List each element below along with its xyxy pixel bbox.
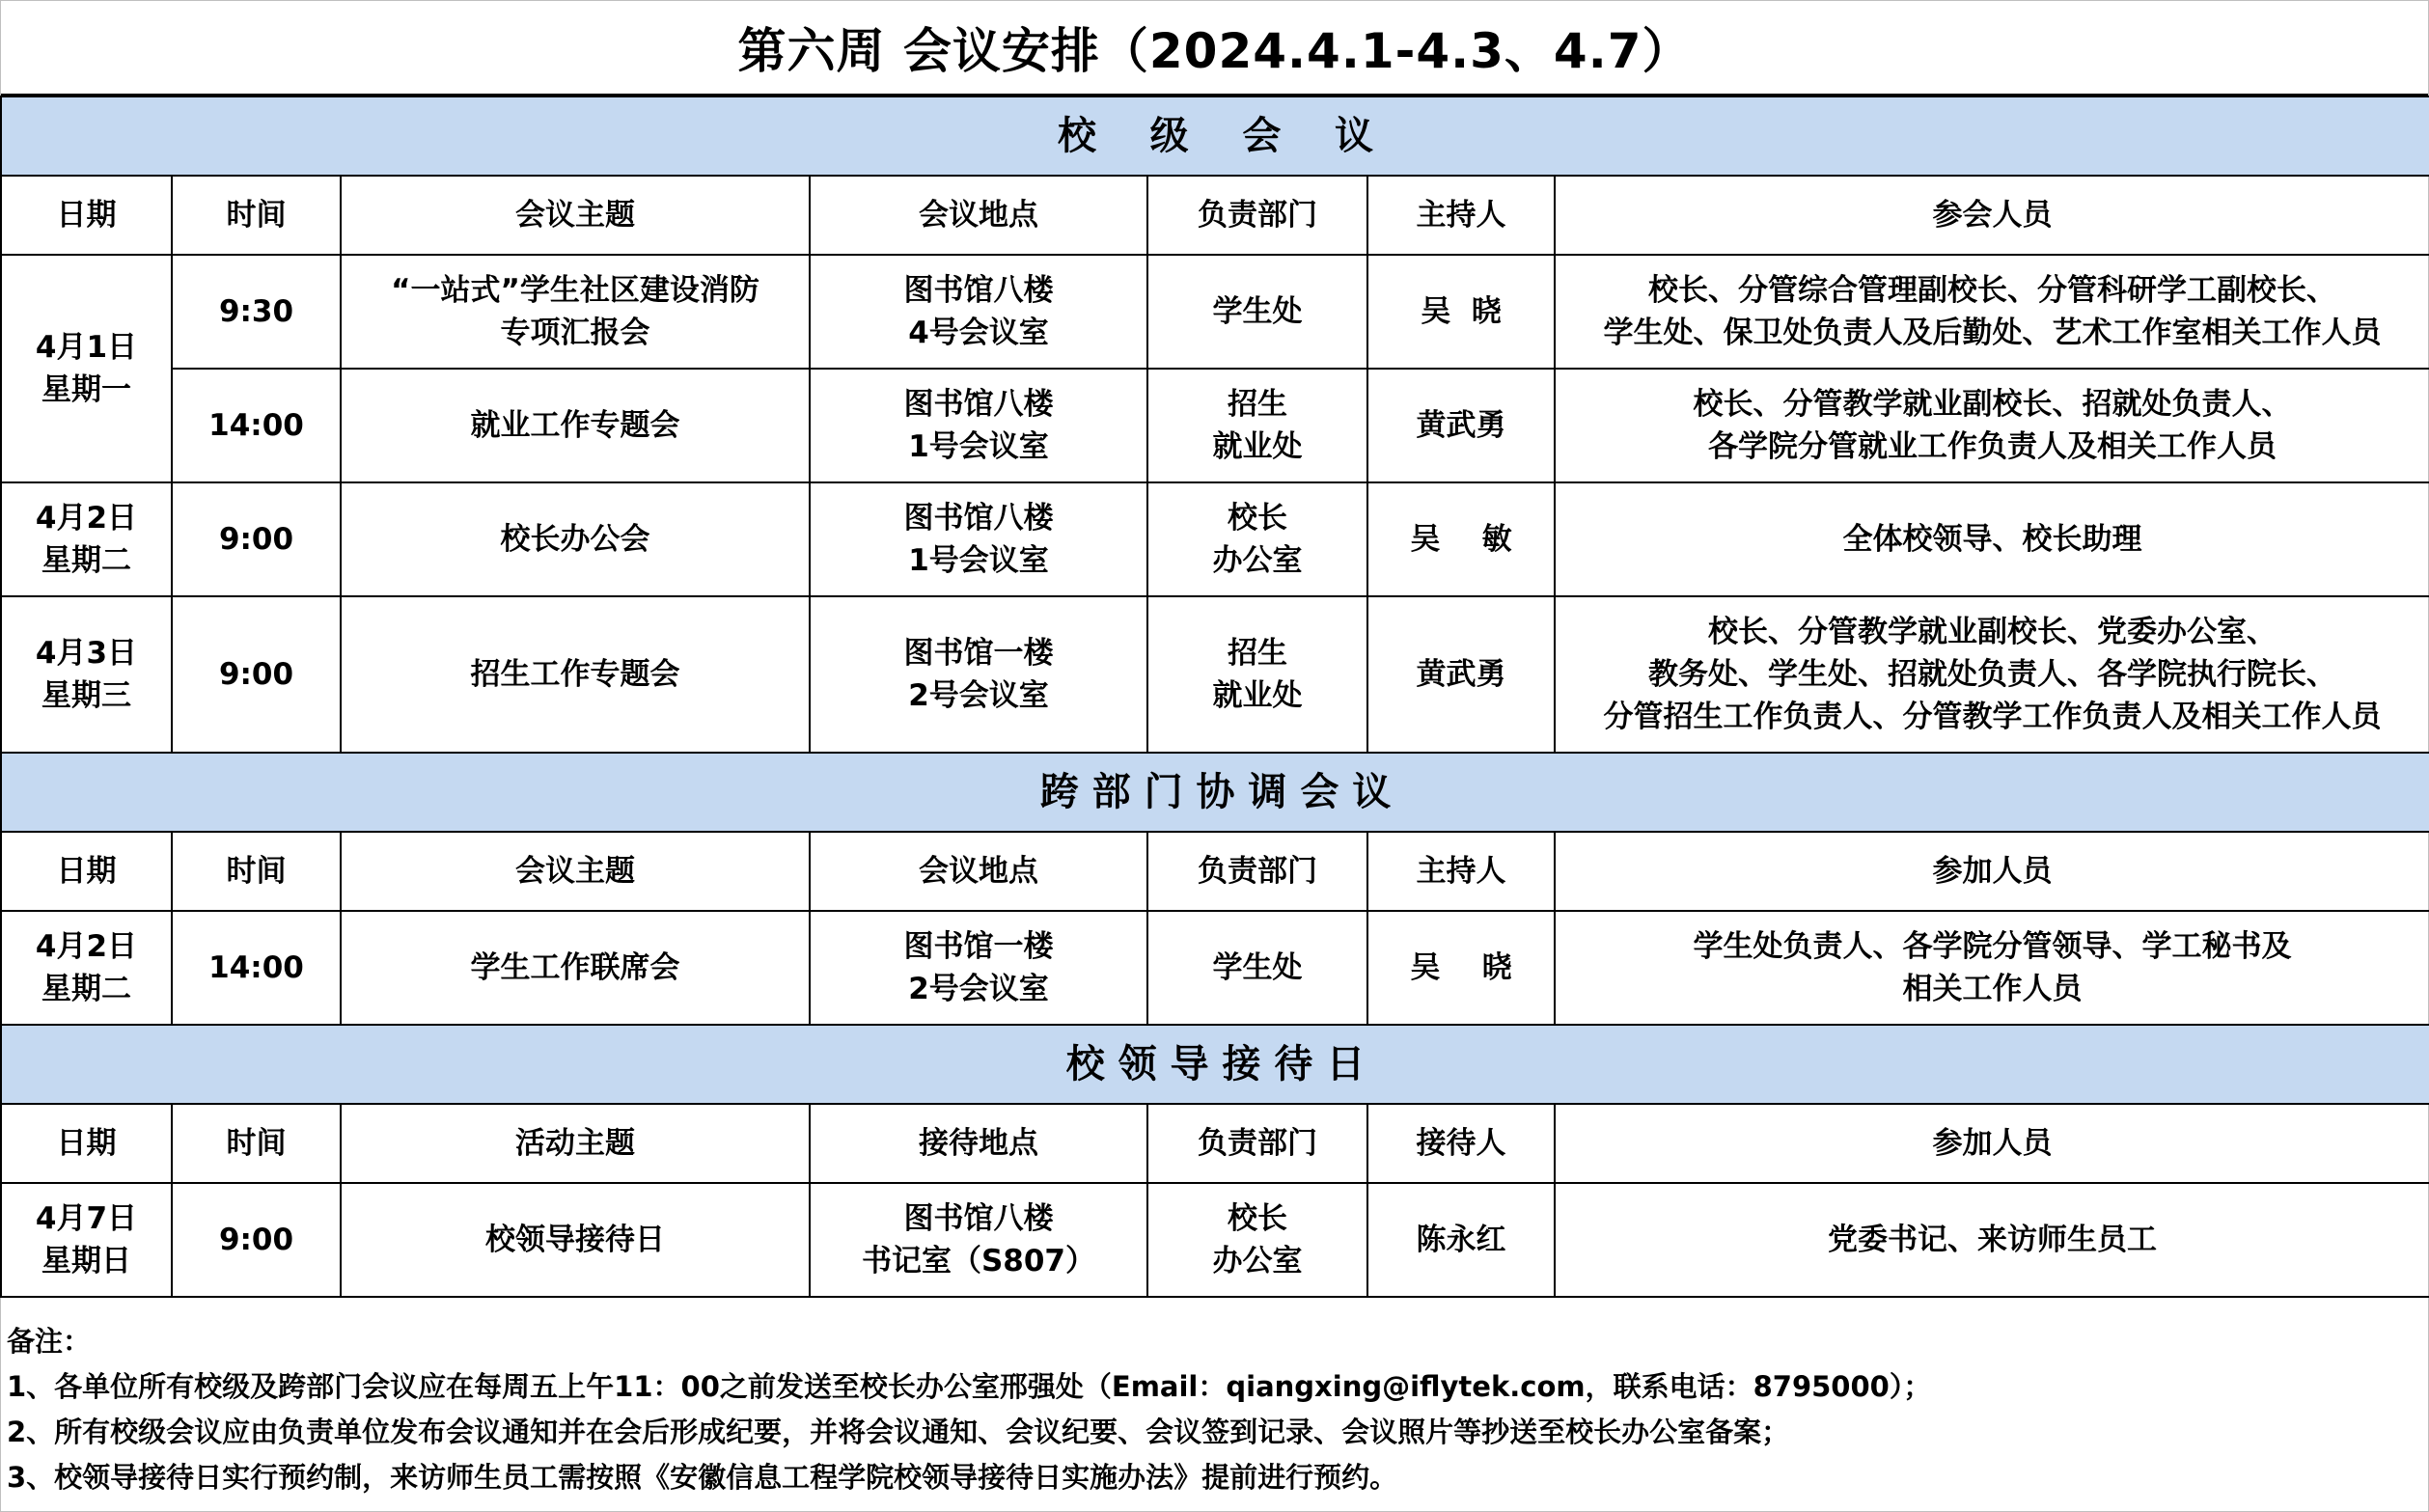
- attendees-line: 相关工作人员: [1902, 972, 2083, 1006]
- host-cell: 吴 晓: [1367, 911, 1555, 1025]
- note-item: 3、校领导接待日实行预约制，来访师生员工需按照《安徽信息工程学院校领导接待日实施办法》提前进行预约。: [7, 1461, 1398, 1494]
- weekday-text: 星期日: [41, 1244, 131, 1278]
- place-cell: [810, 911, 1147, 1025]
- attendees-cell: 全体校领导、校长助理: [1555, 482, 2429, 596]
- col-header-topic: 会议主题: [341, 832, 810, 911]
- date-cell: [1, 255, 172, 482]
- attendees-line: 学生处负责人、各学院分管领导、学工秘书及: [1693, 929, 2292, 964]
- col-header-attendees: 参会人员: [1555, 176, 2429, 255]
- col-header-host: 主持人: [1367, 832, 1555, 911]
- place-line: 4号会议室: [908, 316, 1049, 350]
- col-header-time: 时间: [172, 176, 341, 255]
- dept-cell: [1147, 369, 1367, 482]
- schedule-table: [0, 96, 2429, 1298]
- place-line: 书记室（S807）: [861, 1244, 1096, 1278]
- date-text: 4月1日: [35, 330, 138, 365]
- attendees-line: 分管招生工作负责人、分管教学工作负责人及相关工作人员: [1603, 700, 2382, 734]
- section-school-header: [1, 96, 2429, 176]
- table-row: [1, 369, 2429, 482]
- topic-cell: 校长办公会: [341, 482, 810, 596]
- col-header-date: 日期: [1, 176, 172, 255]
- attendees-cell: 党委书记、来访师生员工: [1555, 1183, 2429, 1297]
- table-row: [1, 596, 2429, 753]
- place-line: 图书馆八楼: [903, 273, 1054, 308]
- col-header-dept: 负责部门: [1147, 832, 1367, 911]
- dept-cell: [1147, 1183, 1367, 1297]
- place-line: 图书馆一楼: [903, 929, 1054, 964]
- col-header-dept: 负责部门: [1147, 1104, 1367, 1183]
- attendees-line: 校长、分管教学就业副校长、招就处负责人、: [1693, 387, 2292, 422]
- place-line: 图书馆八楼: [903, 501, 1054, 536]
- topic-cell: 校领导接待日: [341, 1183, 810, 1297]
- dept-line: 招生: [1228, 387, 1287, 422]
- place-line: 1号会议室: [908, 543, 1049, 578]
- column-header-row: [1, 832, 2429, 911]
- topic-cell: 就业工作专题会: [341, 369, 810, 482]
- place-line: 图书馆八楼: [903, 387, 1054, 422]
- time-cell: 14:00: [172, 369, 341, 482]
- topic-line: 专项汇报会: [500, 316, 650, 350]
- dept-cell: 学生处: [1147, 911, 1367, 1025]
- dept-line: 就业处: [1212, 678, 1303, 713]
- time-cell: 9:30: [172, 255, 341, 369]
- date-cell: [1, 596, 172, 753]
- place-line: 图书馆八楼: [903, 1201, 1054, 1236]
- date-cell: [1, 911, 172, 1025]
- attendees-cell: [1555, 255, 2429, 369]
- place-cell: [810, 369, 1147, 482]
- col-header-place: 会议地点: [810, 832, 1147, 911]
- dept-line: 招生: [1228, 636, 1287, 671]
- host-cell: 陈永红: [1367, 1183, 1555, 1297]
- time-cell: 14:00: [172, 911, 341, 1025]
- time-cell: 9:00: [172, 1183, 341, 1297]
- topic-line: “一站式”学生社区建设消防: [391, 273, 759, 308]
- topic-cell: 学生工作联席会: [341, 911, 810, 1025]
- date-text: 4月2日: [35, 501, 138, 536]
- host-cell: 吴 敏: [1367, 482, 1555, 596]
- notes-section: [7, 1319, 1931, 1500]
- page-title: 第六周 会议安排（2024.4.1-4.3、4.7）: [1, 1, 2428, 96]
- col-header-date: 日期: [1, 832, 172, 911]
- date-cell: [1, 482, 172, 596]
- dept-line: 办公室: [1212, 543, 1303, 578]
- note-item: 1、各单位所有校级及跨部门会议应在每周五上午11：00之前发送至校长办公室邢强处（Email：qiangxing@iflytek.com，联系电话：8795000）；: [7, 1370, 1932, 1403]
- date-text: 4月7日: [35, 1201, 138, 1236]
- section-title: 校 领 导 接 待 日: [1, 1025, 2429, 1104]
- col-header-place: 会议地点: [810, 176, 1147, 255]
- topic-cell: 招生工作专题会: [341, 596, 810, 753]
- dept-line: 校长: [1228, 1201, 1287, 1236]
- table-row: [1, 255, 2429, 369]
- notes-label: 备注：: [7, 1325, 92, 1358]
- col-header-host: 接待人: [1367, 1104, 1555, 1183]
- weekday-text: 星期一: [41, 372, 131, 407]
- attendees-line: 校长、分管综合管理副校长、分管科研学工副校长、: [1648, 273, 2336, 308]
- note-item: 2、所有校级会议应由负责单位发布会议通知并在会后形成纪要，并将会议通知、会议纪要、会议签到记录、会议照片等抄送至校长办公室备案；: [7, 1416, 1790, 1448]
- dept-line: 办公室: [1212, 1244, 1303, 1278]
- time-cell: 9:00: [172, 482, 341, 596]
- col-header-time: 时间: [172, 1104, 341, 1183]
- col-header-topic: 活动主题: [341, 1104, 810, 1183]
- weekday-text: 星期二: [41, 972, 131, 1006]
- col-header-host: 主持人: [1367, 176, 1555, 255]
- place-cell: [810, 482, 1147, 596]
- host-cell: 黄武勇: [1367, 596, 1555, 753]
- attendees-line: 各学院分管就业工作负责人及相关工作人员: [1708, 429, 2277, 464]
- column-header-row: [1, 1104, 2429, 1183]
- weekday-text: 星期二: [41, 543, 131, 578]
- dept-line: 校长: [1228, 501, 1287, 536]
- col-header-time: 时间: [172, 832, 341, 911]
- col-header-attendees: 参加人员: [1555, 1104, 2429, 1183]
- date-text: 4月2日: [35, 929, 138, 964]
- dept-cell: [1147, 596, 1367, 753]
- dept-line: 就业处: [1212, 429, 1303, 464]
- attendees-cell: [1555, 911, 2429, 1025]
- section-reception-header: [1, 1025, 2429, 1104]
- place-line: 图书馆一楼: [903, 636, 1054, 671]
- table-row: [1, 1183, 2429, 1297]
- col-header-attendees: 参加人员: [1555, 832, 2429, 911]
- col-header-place: 接待地点: [810, 1104, 1147, 1183]
- dept-cell: 学生处: [1147, 255, 1367, 369]
- place-line: 2号会议室: [908, 678, 1049, 713]
- topic-cell: [341, 255, 810, 369]
- attendees-line: 学生处、保卫处负责人及后勤处、艺术工作室相关工作人员: [1603, 316, 2382, 350]
- place-cell: [810, 255, 1147, 369]
- section-title: 校 级 会 议: [1, 96, 2429, 176]
- place-line: 1号会议室: [908, 429, 1049, 464]
- time-cell: 9:00: [172, 596, 341, 753]
- attendees-line: 教务处、学生处、招就处负责人、各学院执行院长、: [1648, 657, 2336, 692]
- date-cell: [1, 1183, 172, 1297]
- place-cell: [810, 1183, 1147, 1297]
- host-cell: 黄武勇: [1367, 369, 1555, 482]
- date-text: 4月3日: [35, 636, 138, 671]
- col-header-topic: 会议主题: [341, 176, 810, 255]
- place-line: 2号会议室: [908, 972, 1049, 1006]
- col-header-dept: 负责部门: [1147, 176, 1367, 255]
- dept-cell: [1147, 482, 1367, 596]
- column-header-row: [1, 176, 2429, 255]
- table-row: [1, 911, 2429, 1025]
- place-cell: [810, 596, 1147, 753]
- section-title: 跨 部 门 协 调 会 议: [1, 753, 2429, 832]
- attendees-cell: [1555, 369, 2429, 482]
- host-cell: 吴 晓: [1367, 255, 1555, 369]
- attendees-line: 校长、分管教学就业副校长、党委办公室、: [1708, 615, 2277, 649]
- attendees-cell: [1555, 596, 2429, 753]
- table-row: [1, 482, 2429, 596]
- col-header-date: 日期: [1, 1104, 172, 1183]
- section-cross-header: [1, 753, 2429, 832]
- weekday-text: 星期三: [41, 678, 131, 713]
